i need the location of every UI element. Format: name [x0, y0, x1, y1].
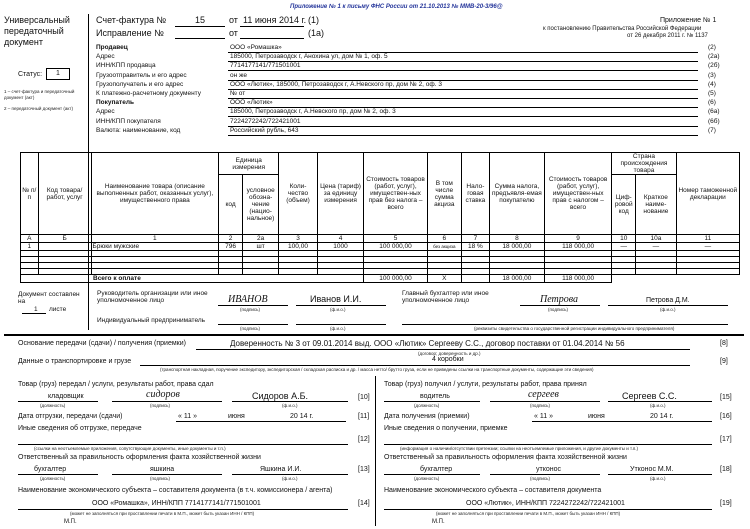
- code-16: [16]: [720, 413, 732, 420]
- numbering-cell: 4: [317, 235, 364, 243]
- right-date-label: Дата получения (приемки): [384, 413, 470, 420]
- accountant-signature: Петрова: [540, 294, 579, 305]
- th-cost-no-tax: Стоимость товаров (работ, услуг), имуществен-ных прав без налога – всего: [364, 153, 427, 235]
- right-other-label: Иные сведения о получении, приемке: [384, 425, 508, 432]
- sheets-count: 1: [34, 306, 38, 313]
- left-other-caption: (ссылки на неотъемлемые приложения, сопутствующие документы, иные документы и т.п.): [34, 446, 226, 451]
- numbering-cell: 10: [612, 235, 636, 243]
- appendix-title: Приложение № 1: [660, 17, 717, 24]
- left-mp: М.П.: [64, 519, 77, 525]
- right-entity-label: Наименование экономического субъекта – составителя документа: [384, 487, 602, 494]
- right-resp-position: бухгалтер: [420, 466, 453, 473]
- right-entity-caption: (может не заполняться при проставлении печати в М.П., может быть указан ИНН / КПП): [436, 511, 621, 516]
- party-label: ИНН/КПП продавца: [96, 62, 156, 70]
- code-8: [8]: [720, 340, 728, 347]
- right-name: Сергеев С.С.: [622, 391, 677, 401]
- right-resp-label: Ответственный за правильность оформления факта хозяйственной жизни: [384, 454, 627, 461]
- ip-reg-caption: (реквизиты свидетельства о государственной регистрации индивидуального предпринимателя): [474, 326, 675, 331]
- th-unit-code: код: [219, 175, 243, 235]
- party-value: Российский рубль, 643: [230, 126, 299, 134]
- right-resp-sign-caption: (подпись): [530, 476, 551, 481]
- code-15: [15]: [720, 394, 732, 401]
- numbering-cell: 1: [91, 235, 219, 243]
- status-note-1: 1 – счет-фактура и передаточный документ (акт): [4, 89, 75, 100]
- invoice-label: Счет-фактура №: [96, 15, 167, 25]
- right-sign-caption: (подпись): [530, 403, 551, 408]
- table-row: 1 Брюки мужские 796 шт 100,00 1000 100 000,00 без акциза 18 % 18 000,00 118 000,00 — — —: [21, 243, 740, 251]
- party-value: ООО «Лютик», 185000, Петрозаводск г, А.Невского пр, дом № 2, оф. 3: [230, 80, 442, 88]
- code-14: [14]: [358, 500, 370, 507]
- th-customs: Номер таможенной декларации: [676, 153, 739, 235]
- party-value: 7224272242/722421001: [230, 117, 301, 125]
- goods-table: [20, 152, 740, 283]
- party-value: он же: [230, 71, 247, 79]
- left-resp-label: Ответственный за правильность оформления факта хозяйственной жизни: [18, 454, 261, 461]
- left-fio-caption: (ф.и.о.): [282, 403, 298, 408]
- invoice-date: 11 июня 2014 г.: [243, 15, 307, 25]
- code-9: [9]: [720, 358, 728, 365]
- accountant-label: Главный бухгалтер или иное уполномоченное лицо: [402, 290, 489, 304]
- party-value: № от: [230, 90, 246, 97]
- right-signature: сергеев: [528, 389, 559, 400]
- right-resp-position-caption: (должность): [414, 476, 440, 481]
- numbering-cell: 3: [279, 235, 317, 243]
- left-entity-caption: (может не заполняться при проставлении печати в М.П., может быть указан ИНН / КПП): [70, 511, 255, 516]
- party-value: ООО «Лютик»: [230, 99, 273, 107]
- ip-sign-caption: (подпись): [240, 326, 261, 331]
- party-code: (6б): [708, 117, 720, 125]
- th-origin-name: Краткое наиме-нование: [636, 175, 676, 235]
- party-label: Валюта: наименование, код: [96, 126, 181, 134]
- party-value: 185000, Петрозаводск г, А.Невского пр, дом № 2, оф. 3: [230, 108, 396, 116]
- total-row: Всего к оплате 100 000,00 Х 18 000,00 118 000,00: [21, 275, 740, 283]
- numbering-cell: Б: [38, 235, 91, 243]
- appendix-text-1: к постановлению Правительства Российской Федерации: [543, 26, 702, 32]
- right-day: « 11 »: [534, 413, 553, 420]
- correction-label: Исправление №: [96, 28, 164, 38]
- th-unit: Единица измерения: [219, 153, 279, 175]
- numbering-cell: 10а: [636, 235, 676, 243]
- basis-caption: (договор; доверенность и др.): [418, 351, 481, 356]
- th-rate: Нало-говая ставка: [461, 153, 489, 235]
- left-entity-label: Наименование экономического субъекта – составителя документа (в т.ч. комиссионера / агента): [18, 487, 333, 494]
- code-13: [13]: [358, 466, 370, 473]
- numbering-cell: 5: [364, 235, 427, 243]
- party-code: (3): [708, 71, 716, 79]
- appendix-reference: Приложение № 1 к письму ФНС России от 21.10.2013 № ММВ-20-3/96@: [290, 4, 503, 10]
- head-name: Иванов И.И.: [310, 294, 362, 304]
- left-resp-name: Яшкина И.И.: [260, 466, 302, 473]
- transport-label: Данные о транспортировке и грузе: [18, 358, 132, 365]
- left-resp-fio-caption: (ф.и.о.): [282, 476, 298, 481]
- th-qty: Коли-чество (объем): [279, 153, 317, 235]
- th-unit-name: условное обозна-чение (нацио-нальное): [243, 175, 279, 235]
- correction-from-label: от: [229, 28, 238, 38]
- left-sign-caption: (подпись): [150, 403, 171, 408]
- party-label: Покупатель: [96, 99, 134, 107]
- th-code: Код товара/ работ, услуг: [38, 153, 91, 235]
- head-fio-caption: (ф.и.о.): [330, 307, 346, 312]
- code-10: [10]: [358, 394, 370, 401]
- left-resp-position: бухгалтер: [34, 466, 67, 473]
- right-resp-sign: утконос: [536, 466, 561, 473]
- party-code: (7): [708, 126, 716, 134]
- th-name: Наименование товара (описание выполненных работ, оказанных услуг), имущественного права: [91, 153, 219, 235]
- party-label: Адрес: [96, 108, 115, 116]
- left-position-caption: (должность): [40, 403, 66, 408]
- th-origin-code: Циф-ровой код: [612, 175, 636, 235]
- numbering-row: [21, 235, 740, 243]
- numbering-cell: 9: [544, 235, 611, 243]
- numbering-cell: 6: [427, 235, 461, 243]
- appendix-text-2: от 26 декабря 2011 г. № 1137: [627, 33, 708, 39]
- head-signature: ИВАНОВ: [228, 294, 268, 305]
- numbering-cell: 2а: [243, 235, 279, 243]
- code-17: [17]: [720, 436, 732, 443]
- left-position: кладовщик: [48, 393, 84, 400]
- numbering-cell: А: [21, 235, 39, 243]
- right-resp-fio-caption: (ф.и.о.): [650, 476, 666, 481]
- basis-label: Основание передачи (сдачи) / получения (приемки): [18, 340, 186, 347]
- status-note-2: 2 – передаточный документ (акт): [4, 106, 73, 111]
- left-other-label: Иные сведения об отгрузке, передаче: [18, 425, 142, 432]
- accountant-fio-caption: (ф.и.о.): [660, 307, 676, 312]
- party-code: (2а): [708, 53, 720, 61]
- left-handed-label: Товар (груз) передал / услуги, результаты работ, права сдал: [18, 381, 214, 388]
- left-year: 20 14 г.: [290, 413, 314, 420]
- numbering-cell: 11: [676, 235, 739, 243]
- status-value-box: 1: [46, 68, 70, 80]
- transport-caption: (транспортная накладная, поручение экспедитору, экспедиторская / складская расписка и др. / масса нетто/ брутто груза, если не приведены ссылки на транспортные документы, содержащие эти сведения): [160, 367, 594, 372]
- ip-fio-caption: (ф.и.о.): [330, 326, 346, 331]
- party-label: Грузоотправитель и его адрес: [96, 71, 187, 79]
- right-position-caption: (должность): [414, 403, 440, 408]
- head-sign-caption: (подпись): [240, 307, 261, 312]
- left-date-label: Дата отгрузки, передачи (сдачи): [18, 413, 123, 420]
- invoice-from-label: от: [229, 15, 238, 25]
- code-12: [12]: [358, 436, 370, 443]
- party-code: (5): [708, 90, 716, 97]
- party-code: (6): [708, 99, 716, 107]
- th-excise: В том числе сумма акциза: [427, 153, 461, 235]
- party-value: 185000, Петрозаводск г, Анохина ул, дом № 1, оф. 5: [230, 53, 388, 61]
- accountant-sign-caption: (подпись): [548, 307, 569, 312]
- party-label: Грузополучатель и его адрес: [96, 80, 184, 88]
- right-received-label: Товар (груз) получил / услуги, результаты работ, права принял: [384, 381, 587, 388]
- code-11: [11]: [358, 413, 370, 420]
- left-day: « 11 »: [178, 413, 197, 420]
- left-name: Сидоров А.Б.: [252, 391, 308, 401]
- right-fio-caption: (ф.и.о.): [650, 403, 666, 408]
- head-label: Руководитель организации или иное уполномоченное лицо: [97, 290, 208, 304]
- doc-composed-label: Документ составлен на: [18, 291, 80, 305]
- document-type-title: Универсальный передаточный документ: [4, 15, 70, 47]
- right-mp: М.П.: [432, 519, 445, 525]
- basis-value: Доверенность № 3 от 09.01.2014 выд. ООО «Лютик» Сергееву С.С., договор поставки от 01.04.2014 № 56: [230, 339, 625, 348]
- party-code: (6а): [708, 108, 720, 116]
- left-resp-sign-caption: (подпись): [150, 476, 171, 481]
- sheets-label: листе: [49, 306, 67, 313]
- code-1: (1): [308, 15, 319, 25]
- transport-value: 4 коробки: [432, 356, 464, 363]
- numbering-cell: 2: [219, 235, 243, 243]
- th-cost-with-tax: Стоимость товаров (работ, услуг), имуществен-ных прав с налогом – всего: [544, 153, 611, 235]
- left-entity-value: ООО «Ромашка», ИНН/КПП 7714177141/771501001: [92, 500, 261, 507]
- right-month: июня: [588, 413, 605, 420]
- th-origin: Страна происхождения товара: [612, 153, 676, 175]
- right-position: водитель: [420, 393, 450, 400]
- code-19: [19]: [720, 500, 732, 507]
- left-signature: сидоров: [146, 389, 180, 400]
- left-resp-position-caption: (должность): [40, 476, 66, 481]
- accountant-name: Петрова Д.М.: [646, 297, 690, 304]
- right-year: 20 14 г.: [650, 413, 674, 420]
- th-npp: № п/п: [21, 153, 39, 235]
- th-tax: Сумма налога, предъявля-емая покупателю: [489, 153, 544, 235]
- party-code: (2б): [708, 62, 720, 70]
- invoice-number: 15: [194, 15, 205, 25]
- party-value: 7714177141/771501001: [230, 62, 301, 70]
- numbering-cell: 7: [461, 235, 489, 243]
- party-label: Продавец: [96, 44, 128, 51]
- right-entity-value: ООО «Лютик», ИНН/КПП 7224272242/722421001: [466, 500, 625, 507]
- party-value: ООО «Ромашка»: [230, 44, 282, 51]
- party-label: К платежно-расчетному документу: [96, 90, 201, 97]
- party-label: Адрес: [96, 53, 115, 61]
- party-code: (2): [708, 44, 716, 51]
- left-month: июня: [228, 413, 245, 420]
- numbering-cell: 8: [489, 235, 544, 243]
- left-resp-sign: яшкина: [150, 466, 175, 473]
- party-code: (4): [708, 80, 716, 88]
- right-other-caption: (информация о наличии/отсутствии претензии; ссылки на неотъемлемые приложения, и другие документы и т.п.): [400, 446, 639, 451]
- code-1a: (1а): [308, 28, 325, 38]
- party-label: ИНН/КПП покупателя: [96, 117, 161, 125]
- code-18: [18]: [720, 466, 732, 473]
- status-label: Статус:: [18, 71, 43, 78]
- right-resp-name: Утконос М.М.: [630, 466, 674, 473]
- ip-label: Индивидуальный предприниматель: [97, 317, 206, 324]
- th-price: Цена (тариф) за единицу измерения: [317, 153, 364, 235]
